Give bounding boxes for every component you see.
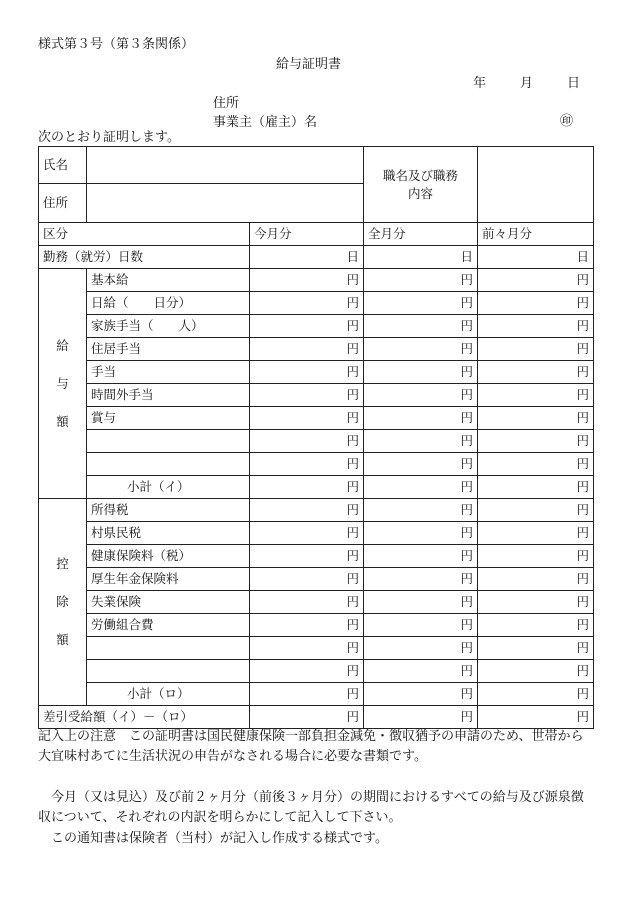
net-amount-two-months-ago[interactable]: 円 xyxy=(478,706,594,729)
deduction-group-label xyxy=(39,499,87,706)
salary-last-month[interactable]: 円 xyxy=(364,453,478,476)
salary-this-month[interactable]: 円 xyxy=(250,407,364,430)
name-label: 氏名 xyxy=(39,147,87,184)
net-amount-row xyxy=(39,706,594,729)
deduction-item-label: 健康保険料（税） xyxy=(87,545,250,568)
salary-row xyxy=(39,292,594,315)
position-label-line2: 内容 xyxy=(407,185,433,201)
salary-last-month[interactable]: 円 xyxy=(364,384,478,407)
deduction-two-months-ago[interactable]: 円 xyxy=(478,499,594,522)
deduction-this-month[interactable]: 円 xyxy=(250,499,364,522)
name-field[interactable] xyxy=(87,147,364,184)
employer-name-label: 事業主（雇主）名 xyxy=(213,115,318,130)
salary-row xyxy=(39,430,594,453)
date-year-label: 年 xyxy=(473,76,487,91)
salary-this-month[interactable]: 円 xyxy=(250,338,364,361)
deduction-two-months-ago[interactable]: 円 xyxy=(478,568,594,591)
salary-item-label[interactable] xyxy=(87,430,250,453)
name-row xyxy=(39,147,594,184)
deduction-last-month[interactable]: 円 xyxy=(364,660,478,683)
form-title: 給与証明書 xyxy=(276,57,342,72)
workdays-label: 勤務（就労）日数 xyxy=(39,246,250,269)
position-label-line1: 職名及び職務 xyxy=(382,167,458,183)
address-label: 住所 xyxy=(39,184,87,223)
salary-subtotal-two-months-ago[interactable]: 円 xyxy=(478,476,594,499)
deduction-last-month[interactable]: 円 xyxy=(364,568,478,591)
deduction-row xyxy=(39,614,594,637)
salary-subtotal-row xyxy=(39,476,594,499)
deduction-item-label: 厚生年金保険料 xyxy=(87,568,250,591)
deduction-item-label: 失業保険 xyxy=(87,591,250,614)
salary-group-char: 額 xyxy=(56,413,69,429)
salary-row xyxy=(39,453,594,476)
deduction-item-label: 村県民税 xyxy=(87,522,250,545)
deduction-group-char: 額 xyxy=(56,632,69,647)
deduction-row xyxy=(39,499,594,522)
date-month-label: 月 xyxy=(520,76,534,91)
salary-two-months-ago[interactable]: 円 xyxy=(478,338,594,361)
deduction-two-months-ago[interactable]: 円 xyxy=(478,660,594,683)
deduction-row xyxy=(39,545,594,568)
salary-item-label: 基本給 xyxy=(87,269,250,292)
deduction-group-char: 控 xyxy=(56,556,69,571)
deduction-last-month[interactable]: 円 xyxy=(364,591,478,614)
salary-group-label xyxy=(39,269,87,499)
salary-item-label: 住居手当 xyxy=(87,338,250,361)
employer-address-label: 住所 xyxy=(213,96,240,111)
salary-two-months-ago[interactable]: 円 xyxy=(478,453,594,476)
salary-subtotal-this-month[interactable]: 円 xyxy=(250,476,364,499)
salary-last-month[interactable]: 円 xyxy=(364,338,478,361)
deduction-subtotal-row xyxy=(39,683,594,706)
salary-group-char: 与 xyxy=(56,375,69,391)
salary-this-month[interactable]: 円 xyxy=(250,361,364,384)
this-month-header: 今月分 xyxy=(250,223,364,246)
address-field[interactable] xyxy=(87,184,364,223)
salary-last-month[interactable]: 円 xyxy=(364,361,478,384)
salary-last-month[interactable]: 円 xyxy=(364,407,478,430)
salary-item-label: 賞与 xyxy=(87,407,250,430)
position-field[interactable] xyxy=(478,147,594,223)
notes-paragraph-3: この通知書は保険者（当村）が記入し作成する様式です。 xyxy=(38,831,388,846)
salary-row xyxy=(39,384,594,407)
salary-two-months-ago[interactable]: 円 xyxy=(478,430,594,453)
two-months-ago-header: 前々月分 xyxy=(478,223,594,246)
deduction-row xyxy=(39,660,594,683)
salary-row xyxy=(39,315,594,338)
workdays-row xyxy=(39,246,594,269)
salary-item-label: 家族手当（ 人） xyxy=(87,315,250,338)
salary-row xyxy=(39,269,594,292)
salary-subtotal-last-month[interactable]: 円 xyxy=(364,476,478,499)
net-amount-label: 差引受給額（イ）－（ロ） xyxy=(39,706,250,729)
salary-two-months-ago[interactable]: 円 xyxy=(478,384,594,407)
salary-two-months-ago[interactable]: 円 xyxy=(478,361,594,384)
deduction-group-char: 除 xyxy=(56,594,69,609)
deduction-item-label[interactable] xyxy=(87,660,250,683)
salary-item-label: 手当 xyxy=(87,361,250,384)
deduction-two-months-ago[interactable]: 円 xyxy=(478,614,594,637)
deduction-this-month[interactable]: 円 xyxy=(250,591,364,614)
position-label xyxy=(364,147,478,223)
salary-two-months-ago[interactable]: 円 xyxy=(478,269,594,292)
deduction-row xyxy=(39,522,594,545)
salary-certificate-table xyxy=(38,146,594,729)
salary-this-month[interactable]: 円 xyxy=(250,384,364,407)
deduction-last-month[interactable]: 円 xyxy=(364,614,478,637)
deduction-subtotal-two-months-ago[interactable]: 円 xyxy=(478,683,594,706)
deduction-item-label[interactable] xyxy=(87,637,250,660)
salary-two-months-ago[interactable]: 円 xyxy=(478,292,594,315)
salary-this-month[interactable]: 円 xyxy=(250,430,364,453)
date-day-label: 日 xyxy=(567,76,581,91)
deduction-this-month[interactable]: 円 xyxy=(250,614,364,637)
seal-mark: ㊞ xyxy=(560,114,574,129)
salary-this-month[interactable]: 円 xyxy=(250,292,364,315)
intro-text: 次のとおり証明します。 xyxy=(38,130,180,145)
deduction-two-months-ago[interactable]: 円 xyxy=(478,591,594,614)
deduction-item-label: 所得税 xyxy=(87,499,250,522)
deduction-last-month[interactable]: 円 xyxy=(364,499,478,522)
last-month-header: 全月分 xyxy=(364,223,478,246)
salary-this-month[interactable]: 円 xyxy=(250,315,364,338)
category-header: 区分 xyxy=(39,223,250,246)
deduction-this-month[interactable]: 円 xyxy=(250,660,364,683)
salary-this-month[interactable]: 円 xyxy=(250,453,364,476)
deduction-two-months-ago[interactable]: 円 xyxy=(478,522,594,545)
salary-subtotal-label: 小計（イ） xyxy=(87,476,250,499)
salary-group-char: 給 xyxy=(56,337,69,353)
workdays-this-month[interactable]: 日 xyxy=(250,246,364,269)
form-number: 様式第３号（第３条関係） xyxy=(38,37,195,52)
deduction-this-month[interactable]: 円 xyxy=(250,637,364,660)
salary-row xyxy=(39,361,594,384)
notes-paragraph-1: 記入上の注意 この証明書は国民健康保険一部負担金減免・徴収猶予の申請のため、世帯から大宜味村あてに生活状況の申告がなされる場合に必要な書類です。 xyxy=(38,729,584,764)
salary-item-label: 日給（ 日分） xyxy=(87,292,250,315)
salary-last-month[interactable]: 円 xyxy=(364,430,478,453)
deduction-row xyxy=(39,568,594,591)
deduction-row xyxy=(39,591,594,614)
salary-item-label[interactable] xyxy=(87,453,250,476)
salary-item-label: 時間外手当 xyxy=(87,384,250,407)
salary-last-month[interactable]: 円 xyxy=(364,315,478,338)
salary-row xyxy=(39,407,594,430)
salary-two-months-ago[interactable]: 円 xyxy=(478,315,594,338)
salary-this-month[interactable]: 円 xyxy=(250,269,364,292)
deduction-subtotal-this-month[interactable]: 円 xyxy=(250,683,364,706)
salary-row xyxy=(39,338,594,361)
net-amount-last-month[interactable]: 円 xyxy=(364,706,478,729)
notes-paragraph-2: 今月（又は見込）及び前２ヶ月分（前後３ヶ月分）の期間におけるすべての給与及び源泉徴収について、それぞれの内訳を明らかにして記入して下さい。 xyxy=(38,790,584,825)
deduction-two-months-ago[interactable]: 円 xyxy=(478,545,594,568)
workdays-last-month[interactable]: 日 xyxy=(364,246,478,269)
deduction-this-month[interactable]: 円 xyxy=(250,522,364,545)
salary-last-month[interactable]: 円 xyxy=(364,269,478,292)
deduction-subtotal-last-month[interactable]: 円 xyxy=(364,683,478,706)
deduction-this-month[interactable]: 円 xyxy=(250,568,364,591)
deduction-two-months-ago[interactable]: 円 xyxy=(478,637,594,660)
net-amount-this-month[interactable]: 円 xyxy=(250,706,364,729)
deduction-row xyxy=(39,637,594,660)
deduction-last-month[interactable]: 円 xyxy=(364,545,478,568)
deduction-item-label: 労働組合費 xyxy=(87,614,250,637)
salary-last-month[interactable]: 円 xyxy=(364,292,478,315)
deduction-this-month[interactable]: 円 xyxy=(250,545,364,568)
deduction-subtotal-label: 小計（ロ） xyxy=(87,683,250,706)
column-header-row xyxy=(39,223,594,246)
deduction-last-month[interactable]: 円 xyxy=(364,637,478,660)
workdays-two-months-ago[interactable]: 日 xyxy=(478,246,594,269)
deduction-last-month[interactable]: 円 xyxy=(364,522,478,545)
salary-two-months-ago[interactable]: 円 xyxy=(478,407,594,430)
